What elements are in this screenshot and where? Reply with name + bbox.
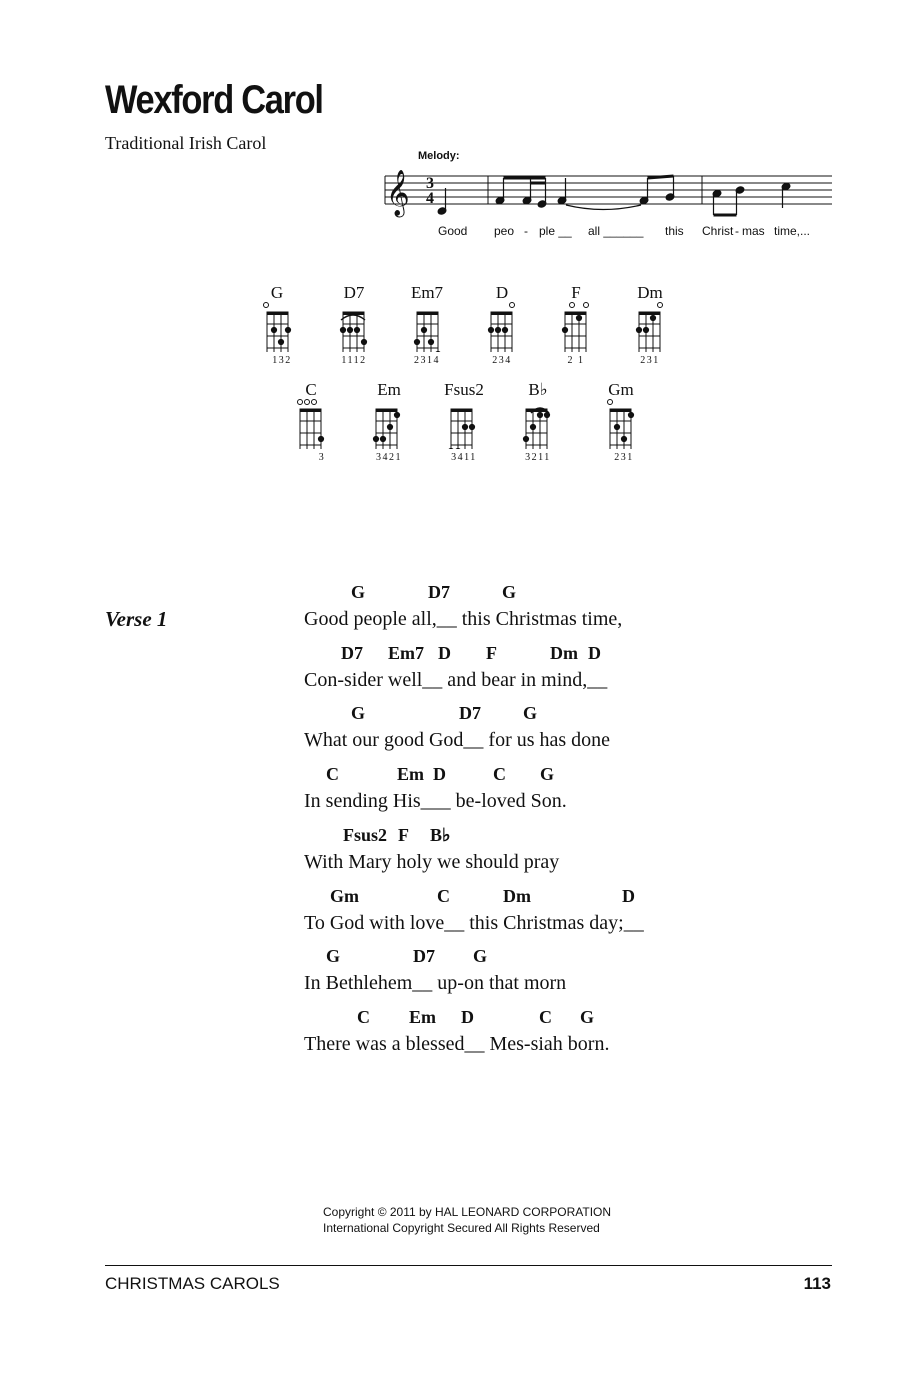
chord-symbol: D (461, 1007, 474, 1027)
chord-symbol: D7 (428, 582, 450, 602)
chord-symbol: F (486, 643, 497, 663)
time-signature-top: 3 (426, 175, 434, 192)
chord-symbol: G (326, 946, 341, 966)
chord-grid-C (298, 400, 324, 450)
chord-symbol: Fsus2 (343, 825, 388, 845)
chord-symbol: G (351, 703, 366, 723)
chord-fingering: 2314 (414, 355, 440, 366)
chord-diagram-name: D7 (343, 283, 365, 302)
melody-lyric: Christ (702, 224, 734, 238)
chord-symbol: D (438, 643, 451, 663)
chord-fingering: 132 (272, 355, 292, 366)
chord-grid-D (488, 303, 514, 353)
melody-lyric: - (735, 224, 739, 238)
chord-symbol: Dm (503, 886, 531, 906)
chord-symbol: D7 (413, 946, 435, 966)
verse-lyric-line: In sending His___ be-loved Son. (304, 790, 567, 812)
chord-fingering: 231 (640, 355, 660, 366)
chord-grid-Em7 (414, 312, 440, 352)
chord-symbol: D7 (341, 643, 363, 663)
chord-grids-row-1 (255, 300, 675, 352)
chord-fingering: 3 (318, 452, 326, 463)
chord-grid-D7 (340, 312, 366, 352)
chord-diagram-name: C (305, 380, 317, 399)
chord-fingering: 3411 (451, 452, 477, 463)
chord-diagram-name: G (270, 283, 284, 302)
footer-divider (105, 1265, 832, 1266)
footer-book-title: CHRISTMAS CAROLS (105, 1274, 280, 1293)
chord-symbol: Dm (550, 643, 578, 663)
chord-diagram-name: Fsus2 (444, 380, 484, 399)
verse-label: Verse 1 (105, 607, 168, 631)
chord-symbol: D (433, 764, 446, 784)
chord-grid-G (264, 303, 291, 353)
chord-diagram-name: F (571, 283, 581, 302)
chord-symbol: G (351, 582, 366, 602)
chord-fingering: 2 1 (567, 355, 585, 366)
melody-lyric: - (524, 224, 528, 238)
chord-symbol: G (473, 946, 488, 966)
chord-diagram-name: Dm (637, 283, 663, 302)
chord-symbol: G (540, 764, 555, 784)
song-title: Wexford Carol (105, 78, 323, 122)
chord-symbol: Gm (330, 886, 359, 906)
tie (566, 205, 641, 210)
chord-symbol: D (622, 886, 635, 906)
chord-grid-Em (373, 409, 399, 449)
chord-grid-Gm (608, 400, 634, 450)
staff-lines (385, 176, 832, 204)
chord-symbol: C (326, 764, 339, 784)
chord-diagram-name: B♭ (528, 380, 548, 399)
melody-lyric: Good (438, 224, 468, 238)
melody-lyric: ple __ (539, 224, 572, 238)
chord-diagram-name: Em7 (410, 283, 444, 302)
chord-diagram-name: D (495, 283, 509, 302)
chord-symbol: F (398, 825, 409, 845)
verse-lyric-line: Con-sider well__ and bear in mind,__ (304, 669, 608, 691)
verse-lyric-line: There was a blessed__ Mes-siah born. (304, 1033, 610, 1055)
verse-lyric-line: In Bethlehem__ up-on that morn (304, 972, 567, 994)
melody-lyric: this (665, 224, 684, 238)
verse-lyric-line: With Mary holy we should pray (304, 851, 560, 873)
chord-fingering: 234 (492, 355, 512, 366)
time-signature-bottom: 4 (426, 190, 434, 207)
chord-fingering: 3211 (525, 452, 551, 463)
chord-fingering: 1112 (341, 355, 367, 366)
chord-grid-Fsus2 (448, 409, 474, 449)
chord-symbol: Em7 (388, 643, 424, 663)
chord-symbol: G (523, 703, 538, 723)
chord-symbol: C (539, 1007, 552, 1027)
copyright-line-2: International Copyright Secured All Rights Reserved (323, 1221, 600, 1235)
melody-lyric: peo (494, 224, 515, 238)
chord-grid-Bb (523, 408, 549, 449)
chord-fingering: 231 (614, 452, 634, 463)
chord-symbol: G (502, 582, 517, 602)
chord-symbol: D7 (459, 703, 481, 723)
chord-symbol: D (588, 643, 601, 663)
melody-staff (380, 160, 840, 222)
treble-clef-icon: 𝄞 (386, 170, 410, 216)
chord-symbol: Em (409, 1007, 436, 1027)
verse-lyric-line: What our good God__ for us has done (304, 729, 611, 751)
melody-lyric: time,... (774, 224, 811, 238)
melody-lyric: all ______ (588, 224, 644, 238)
verse-lyric-line: To God with love__ this Christmas day;__ (304, 912, 644, 934)
chord-diagram-name: Gm (608, 380, 634, 399)
chord-fingering: 3421 (376, 452, 402, 463)
chord-symbol: C (437, 886, 450, 906)
chord-symbol: C (493, 764, 506, 784)
copyright-line-1: Copyright © 2011 by HAL LEONARD CORPORATION (323, 1205, 612, 1219)
chord-grids-row-2 (288, 397, 658, 449)
chord-symbol: C (357, 1007, 370, 1027)
chord-grid-Dm (636, 303, 662, 353)
chord-symbol: B♭ (430, 825, 451, 845)
page-number: 113 (803, 1274, 831, 1293)
chord-grid-F (562, 303, 588, 353)
chord-diagram-name: Em (377, 380, 401, 399)
melody-lyric: mas (742, 224, 765, 238)
verse-lyric-line: Good people all,__ this Christmas time, (304, 608, 623, 630)
chord-symbol: G (580, 1007, 595, 1027)
melody-label: Melody: (418, 150, 460, 162)
chord-symbol: Em (397, 764, 424, 784)
song-subtitle: Traditional Irish Carol (105, 133, 267, 153)
